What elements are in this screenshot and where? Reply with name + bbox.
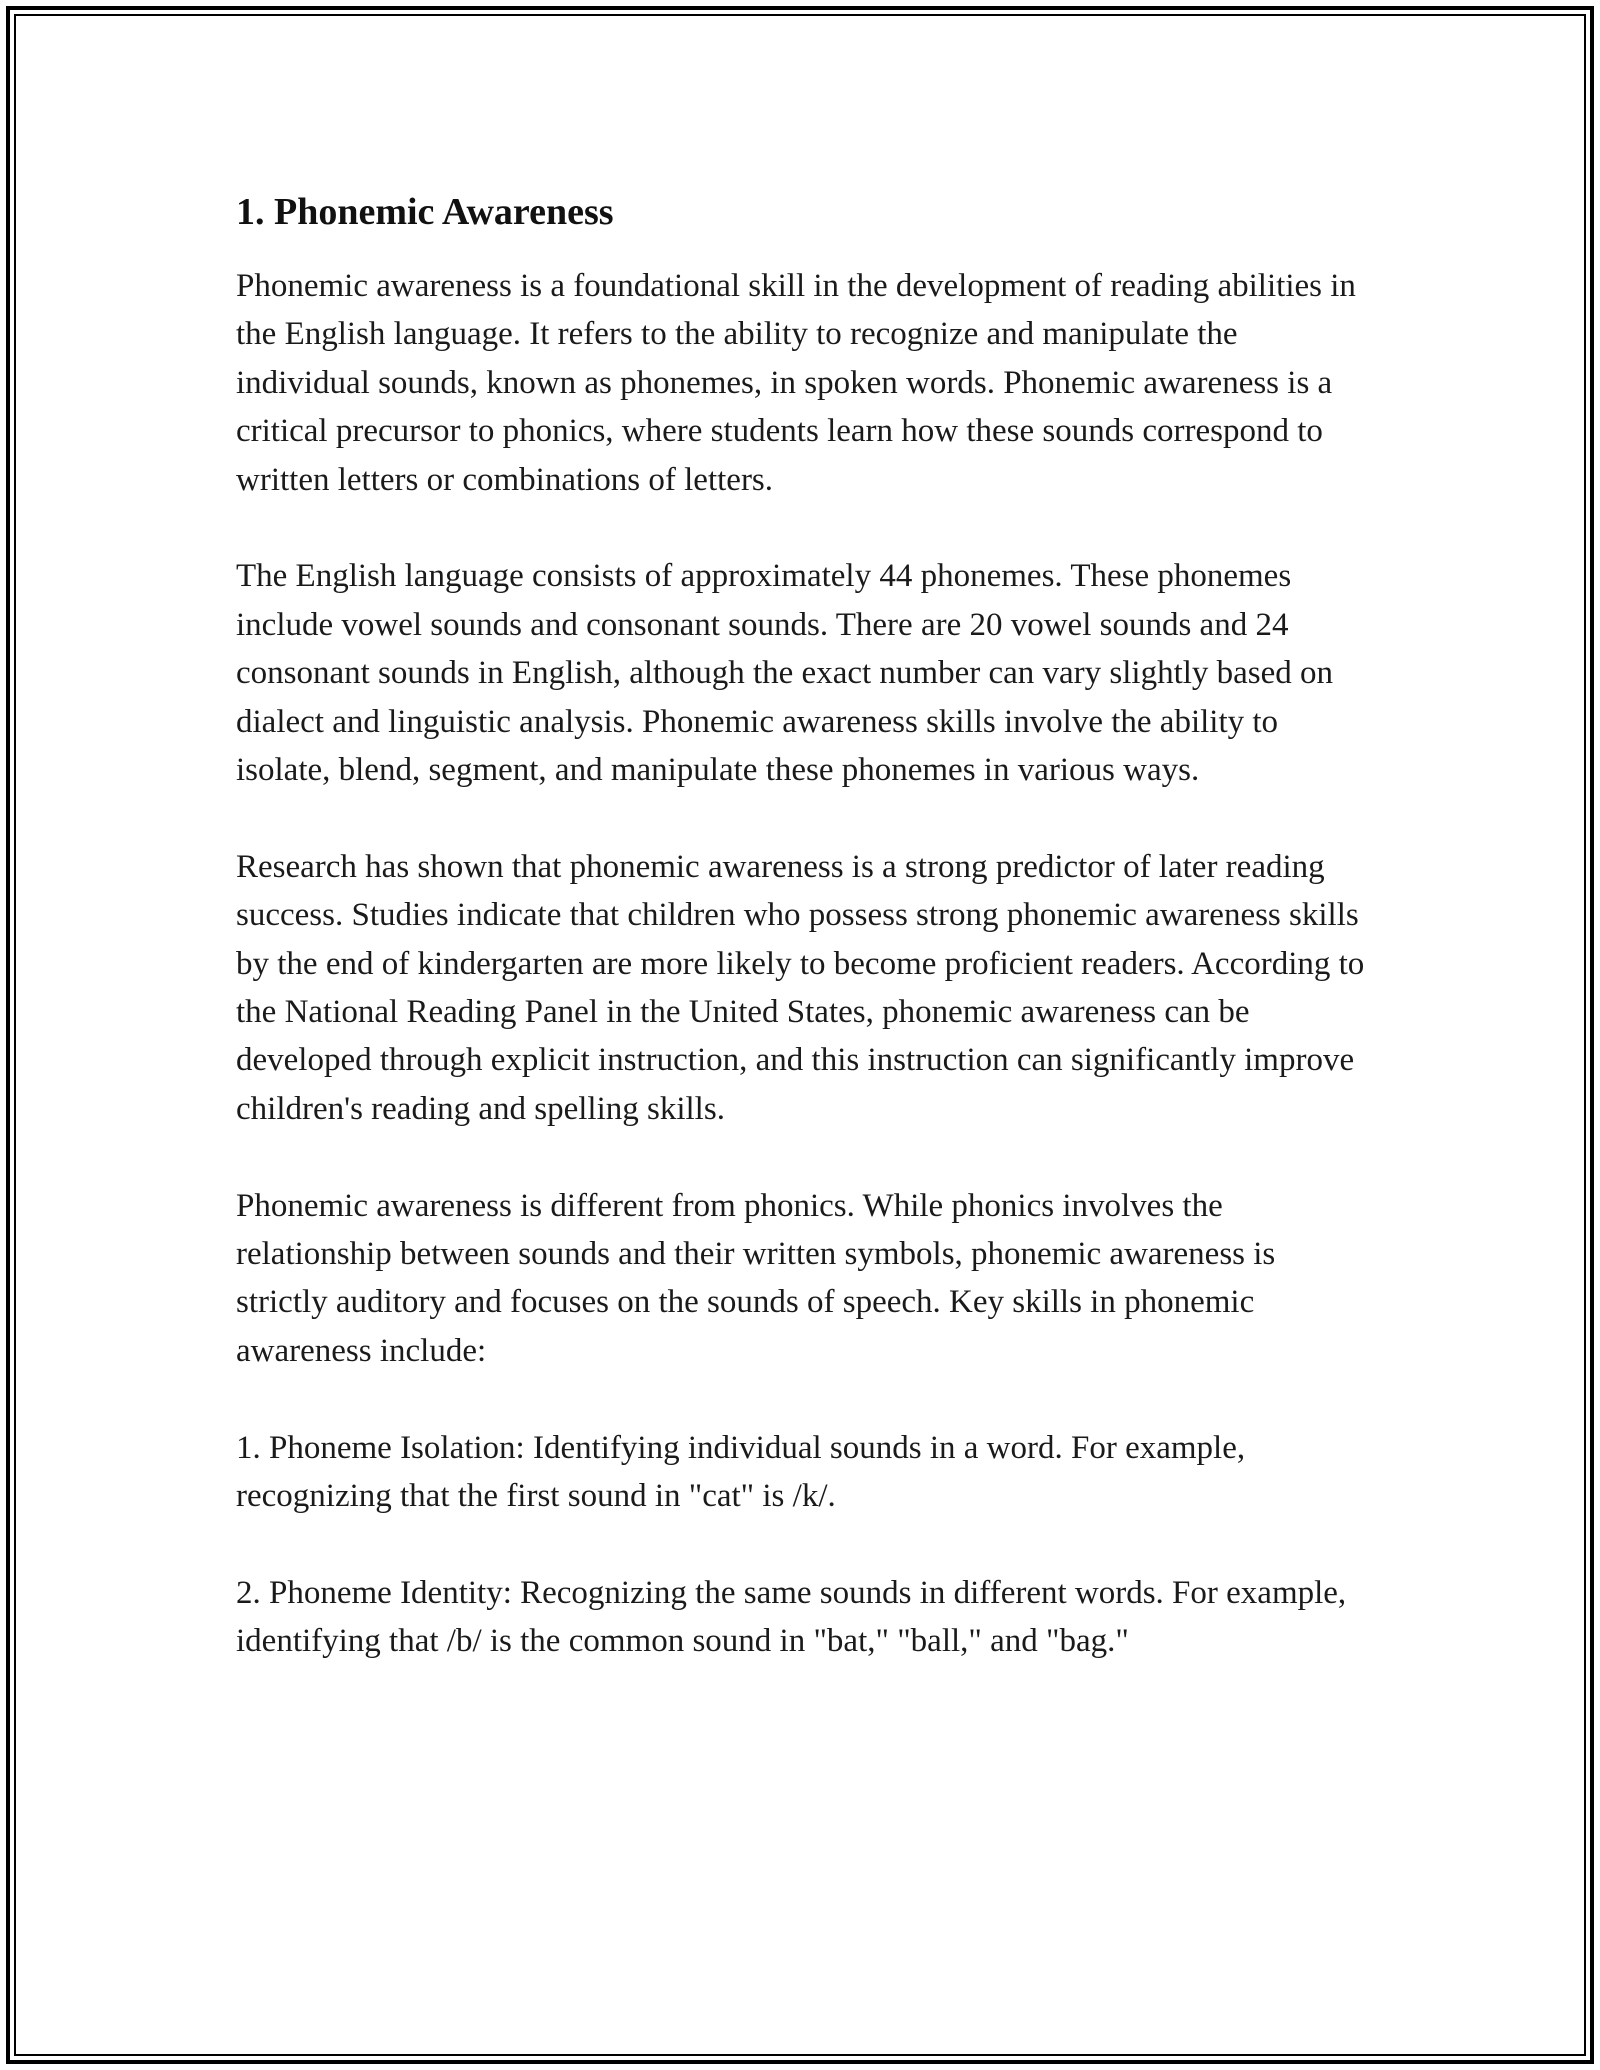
list-item-phoneme-isolation: 1. Phoneme Isolation: Identifying individual sounds in a word. For example, recognizing that the first sound in "cat" is /k/.: [236, 1429, 1246, 1515]
paragraph-research: Research has shown that phonemic awareness is a strong predictor of later reading success. Studies indicate that children who possess strong phonemic awareness skills by the end of kindergarten are more likely to become proficient readers. According to the National Reading Panel in the United States, phonemic awareness can be developed through explicit instruction, and this instruction can significantly improve children's reading and spelling skills.: [236, 848, 1365, 1127]
document-body: [236, 188, 1366, 1714]
paragraph-phonics-difference: Phonemic awareness is different from phonics. While phonics involves the relationship between sounds and their written symbols, phonemic awareness is strictly auditory and focuses on the sounds of speech. Key skills in phonemic awareness include:: [236, 1187, 1276, 1369]
section-heading: 1. Phonemic Awareness: [236, 191, 614, 233]
paragraph-phoneme-count: The English language consists of approximately 44 phonemes. These phonemes include vowel sounds and consonant sounds. There are 20 vowel sounds and 24 consonant sounds in English, although the exact number can vary slightly based on dialect and linguistic analysis. Phonemic awareness skills involve the ability to isolate, blend, segment, and manipulate these phonemes in various ways.: [236, 558, 1334, 789]
list-item-phoneme-identity: 2. Phoneme Identity: Recognizing the same sounds in different words. For example, identifying that /b/ is the common sound in "bat," "ball," and "bag.": [236, 1574, 1347, 1660]
paragraph-intro: Phonemic awareness is a foundational skill in the development of reading abilities in the English language. It refers to the ability to recognize and manipulate the individual sounds, known as phonemes, in spoken words. Phonemic awareness is a critical precursor to phonics, where students learn how these sounds correspond to written letters or combinations of letters.: [236, 268, 1356, 498]
